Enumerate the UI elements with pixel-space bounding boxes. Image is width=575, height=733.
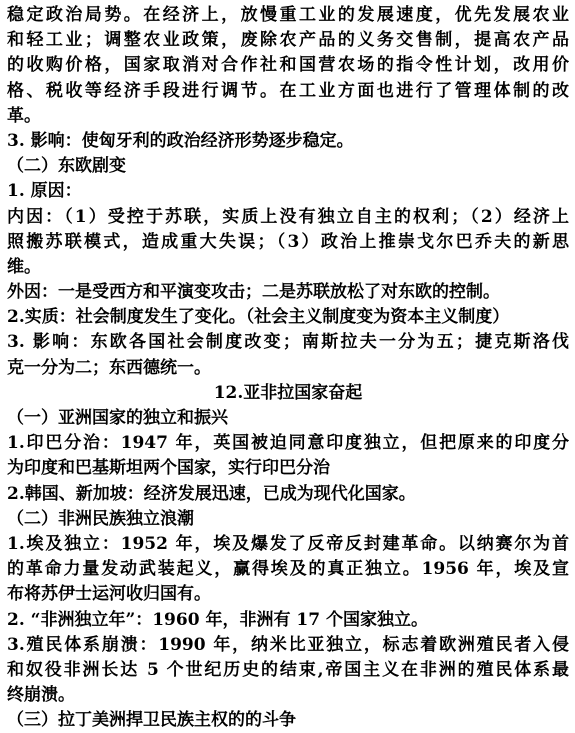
text-line: 稳定政治局势。在经济上，放慢重工业的发展速度，优先发展农业 [7,5,569,25]
text-line: 革。 [7,105,41,126]
text-line: 克一分为二；东西德统一。 [7,357,211,378]
text-line: 3.殖民体系崩溃：1990 年，纳米比亚独立，标志着欧洲殖民者入侵 [7,634,569,655]
text-line: 外因：一是受西方和平演变攻击；二是苏联放松了对东欧的控制。 [7,282,500,303]
text-line: 3. 影响：东欧各国社会制度改变；南斯拉夫一分为五；捷克斯洛伐 [7,332,569,353]
text-line: 2.韩国、新加坡：经济发展迅速，已成为现代化国家。 [7,483,416,504]
text-line: 和奴役非洲长达 5 个世纪历史的结束,帝国主义在非洲的殖民体系最 [7,659,569,680]
text-line: 2.实质：社会制度发生了变化。（社会主义制度变为资本主义制度） [7,307,510,328]
text-line: 1.埃及独立：1952 年，埃及爆发了反帝反封建革命。以纳赛尔为首 [7,533,569,554]
text-line: （二）东欧剧变 [7,156,126,177]
text-line: 1. 原因： [7,181,82,202]
text-line: 布将苏伊士运河收归国有。 [7,584,211,605]
text-line: 照搬苏联模式，造成重大失误；（3）政治上推崇戈尔巴乔夫的新思 [7,231,569,252]
text-line: 2. “非洲独立年”：1960 年，非洲有 17 个国家独立。 [7,609,428,630]
text-line: 为印度和巴基斯坦两个国家，实行印巴分治 [7,458,330,479]
text-line: 1.印巴分治：1947 年，英国被迫同意印度独立，但把原来的印度分 [7,433,569,454]
text-line: 的革命力量发动武装起义，赢得埃及的真正独立。1956 年，埃及宣 [7,559,569,580]
section-heading: 12.亚非拉国家奋起 [213,382,363,403]
text-line: 的收购价格，国家取消对合作社和国营农场的指令性计划，改用价 [7,55,569,76]
text-line: （一）亚洲国家的独立和振兴 [7,408,228,428]
text-line: 格、税收等经济手段进行调节。在工业方面也进行了管理体制的改 [7,80,569,101]
text-line: 内因：（1）受控于苏联，实质上没有独立自主的权利；（2）经济上 [7,206,569,227]
text-line: （三）拉丁美洲捍卫民族主权的的斗争 [7,710,296,731]
text-line: 维。 [7,256,41,277]
text-line: 终崩溃。 [7,685,75,706]
text-line: （二）非洲民族独立浪潮 [7,508,194,529]
text-line: 3. 影响：使匈牙利的政治经济形势逐步稳定。 [7,130,354,151]
text-line: 和轻工业；调整农业政策，废除农产品的义务交售制，提高农产品 [7,30,569,51]
document-page [7,3,569,733]
